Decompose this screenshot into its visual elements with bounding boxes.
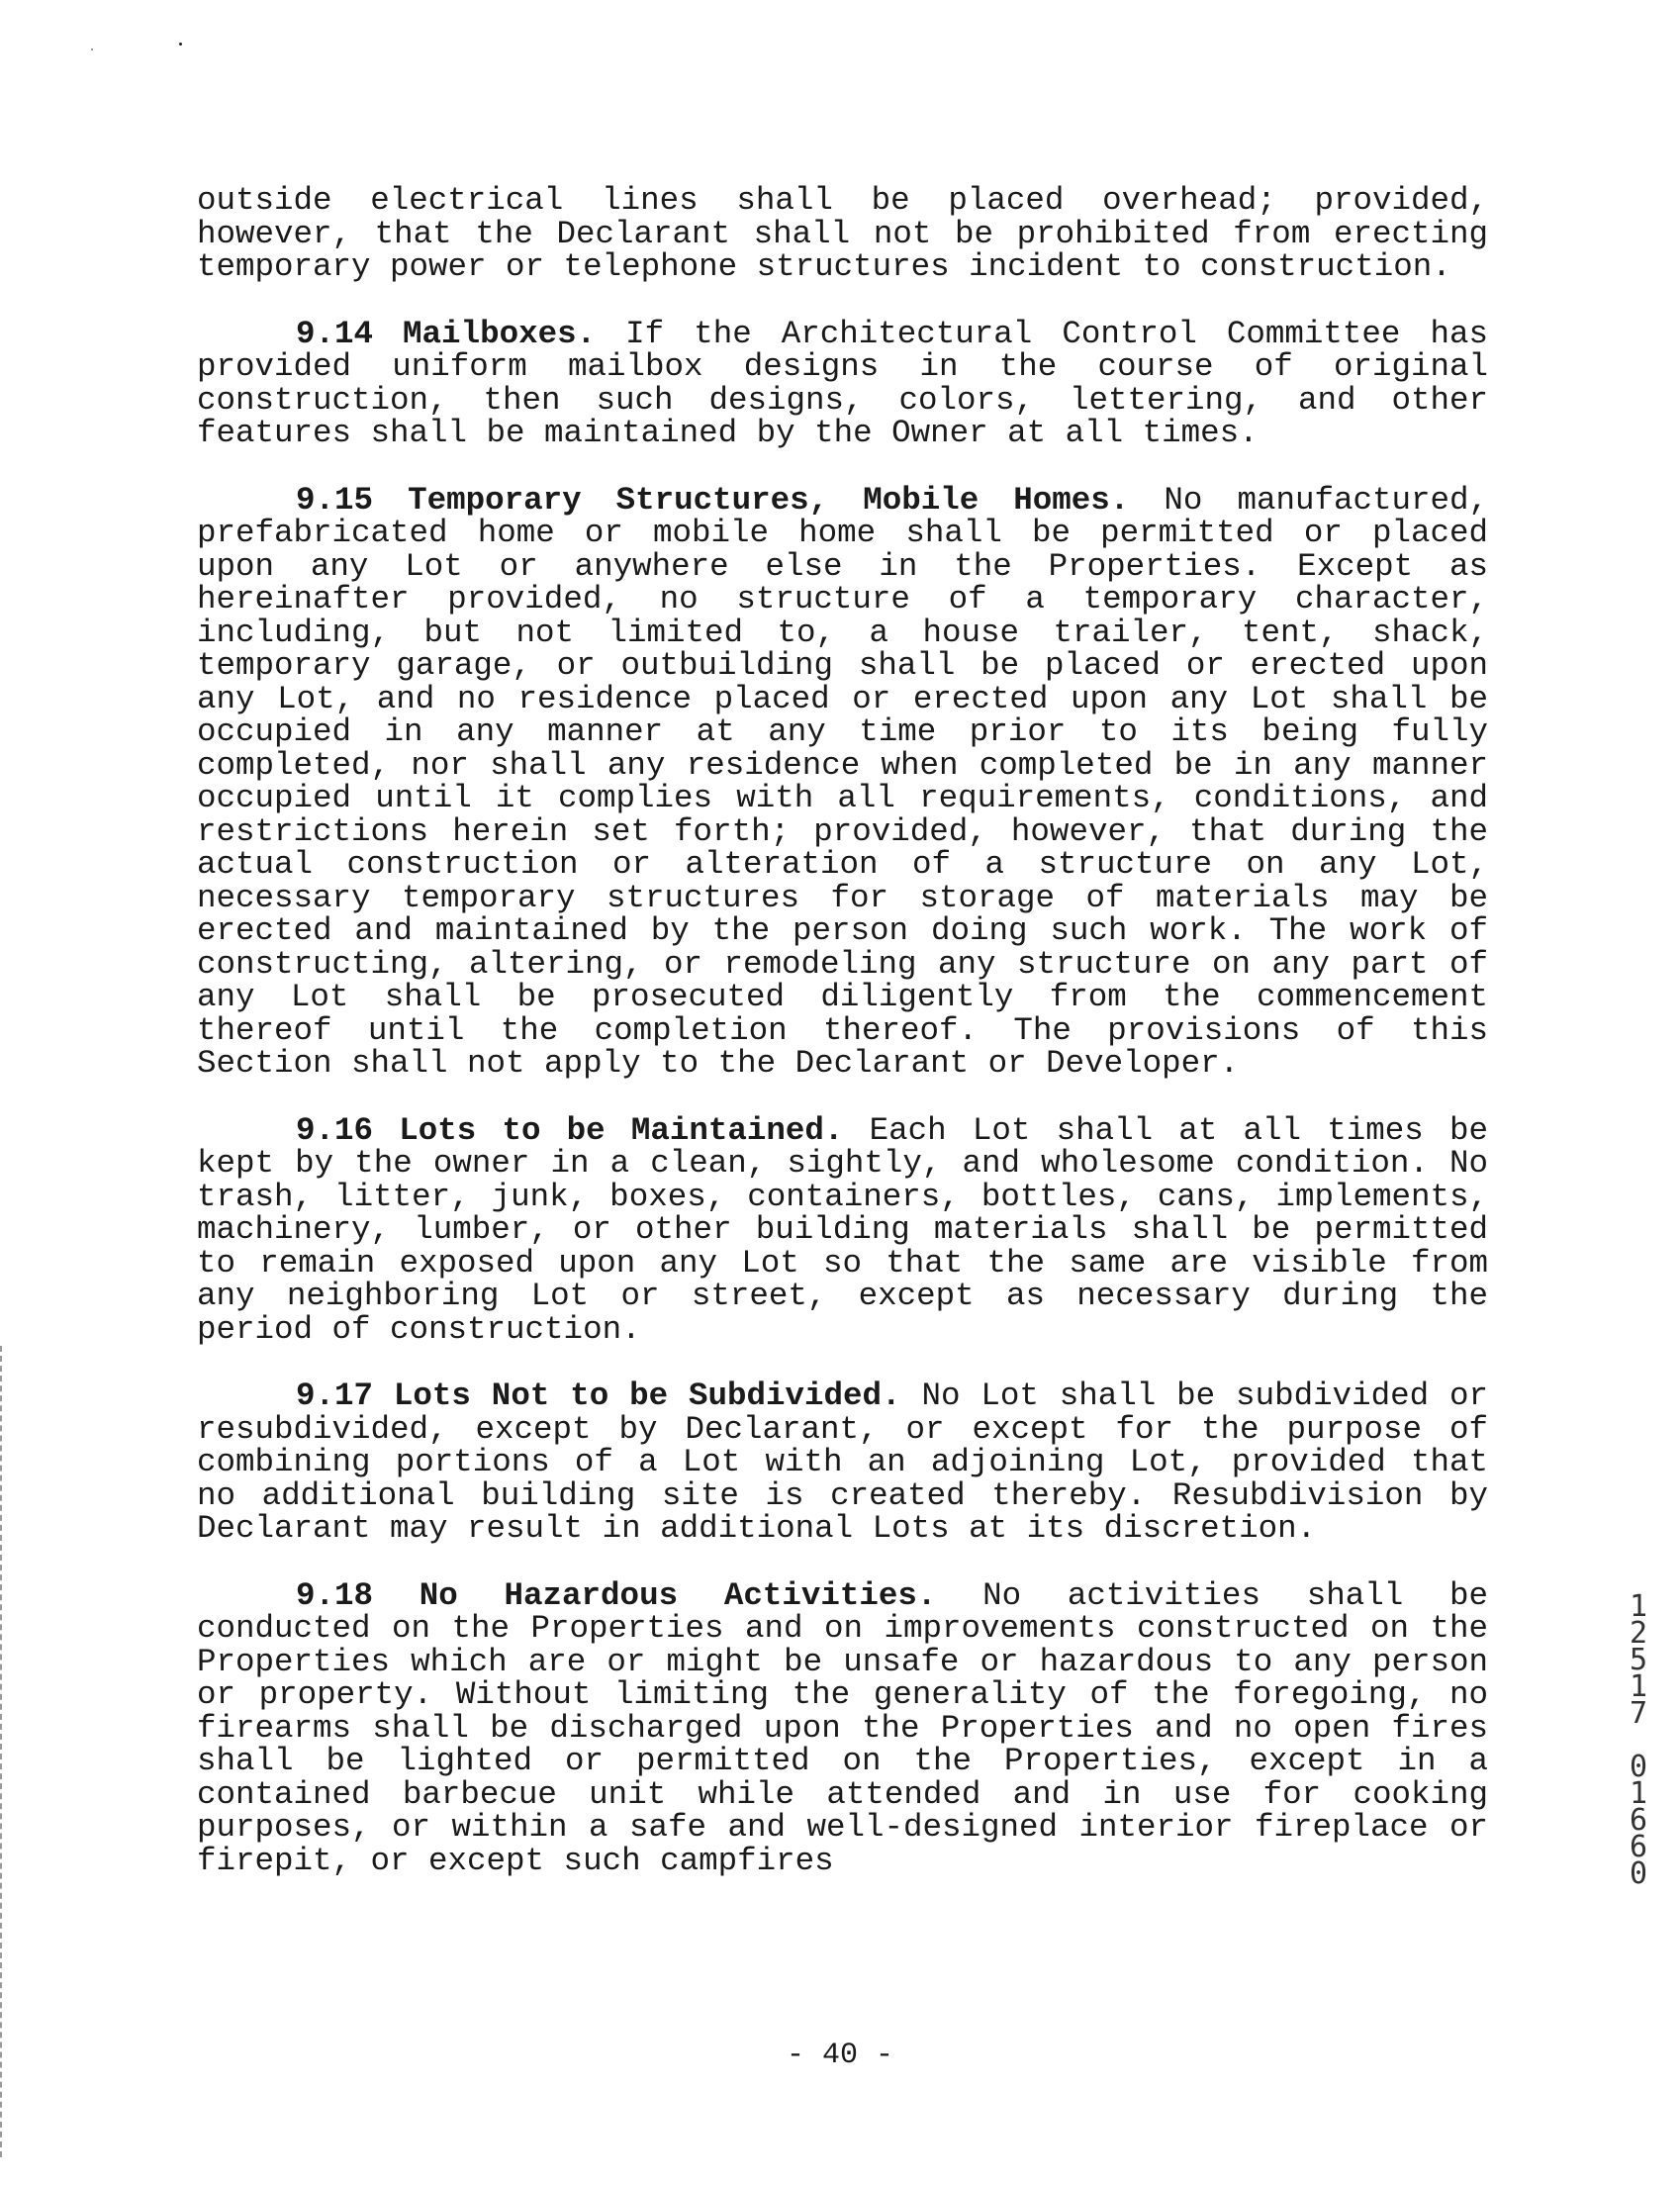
recording-digit: 1 — [1629, 1589, 1648, 1624]
section-text: If the Architectural Control Committee has provided uniform mailbox designs in the course of original construction, then such designs, colors, lettering, and other features shall be maintained by the Owner at all times. — [197, 315, 1488, 451]
section-9-16 — [197, 1111, 1488, 1348]
section-9-14 — [197, 315, 1488, 451]
continuation-paragraph: outside electrical lines shall be placed overhead; provided, however, that the Declarant shall not be prohibited from erecting temporary power or telephone structures incident to construction. — [197, 182, 1488, 285]
scan-edge-marks — [0, 1346, 5, 2157]
recording-digit: 6 — [1629, 1803, 1648, 1838]
document-body — [197, 184, 1488, 1911]
section-9-15 — [197, 481, 1488, 1082]
section-heading: 9.18 No Hazardous Activities. — [296, 1576, 937, 1614]
section-text: No manufactured, prefabricated home or mobile home shall be permitted or placed upon any Lot or anywhere else in the Properties. Except as hereinafter provided, no structure of a temporary character, including, but not limited to, a house trailer, tent, shack, temporary garage, or outbuilding shall be placed or erected upon any Lot, and no residence placed or erected upon any Lot shall be occupied in any manner at any time prior to its being fully completed, nor shall any residence when completed be in any manner occupied until it complies with all requirements, conditions, and restrictions herein set forth; provided, however, that during the actual construction or alteration of a structure on any Lot, necessary temporary structures for storage of materials may be erected and maintained by the person doing such work. The work of constructing, altering, or remodeling any structure on any part of any Lot shall be prosecuted diligently from the commencement thereof until the completion thereof. The provisions of this Section shall not apply to the Declarant or Developer. — [197, 481, 1488, 1082]
recording-digit: 1 — [1629, 1669, 1648, 1704]
recording-digit: 0 — [1629, 1856, 1648, 1891]
section-heading: 9.17 Lots Not to be Subdivided. — [296, 1378, 901, 1414]
recording-number — [1619, 1589, 1658, 1891]
scan-speck — [91, 48, 93, 50]
scan-speck — [179, 43, 182, 46]
section-text: No Lot shall be subdivided or resubdivided, except by Declarant, or except for the purpose of combining portions of a Lot with an adjoining Lot, provided that no additional building site is created thereby. Resubdivision by Declarant may result in additional Lots at its discretion. — [197, 1378, 1488, 1547]
section-text: Each Lot shall at all times be kept by the owner in a clean, sightly, and wholesome condition. No trash, litter, junk, boxes, containers, bottles, cans, implements, machinery, lumber, or other building materials shall be permitted to remain exposed upon any Lot so that the same are visible from any neighboring Lot or street, except as necessary during the period of construction. — [197, 1111, 1488, 1348]
recording-digit: 0 — [1629, 1750, 1648, 1784]
section-heading: 9.15 Temporary Structures, Mobile Homes. — [296, 481, 1130, 519]
section-text: No activities shall be conducted on the Properties and on improvements constructed on the Properties which are or might be unsafe or hazardous to any person or property. Without limiting the generality of the foregoing, no firearms shall be discharged upon the Properties and no open fires shall be lighted or permitted on the Properties, except in a contained barbecue unit while attended and in use for cooking purposes, or within a safe and well-designed interior fireplace or firepit, or except such campfires — [197, 1576, 1488, 1879]
recording-digit: 6 — [1629, 1830, 1648, 1864]
section-9-17 — [197, 1379, 1488, 1546]
recording-digit: 7 — [1629, 1696, 1648, 1731]
recording-digit: 1 — [1629, 1776, 1648, 1811]
page-number: - 40 - — [786, 2039, 894, 2072]
recording-digit: 5 — [1629, 1643, 1648, 1677]
section-heading: 9.16 Lots to be Maintained. — [296, 1111, 844, 1149]
section-9-18 — [197, 1576, 1488, 1879]
recording-digit: 2 — [1629, 1616, 1648, 1651]
section-heading: 9.14 Mailboxes. — [296, 315, 597, 352]
